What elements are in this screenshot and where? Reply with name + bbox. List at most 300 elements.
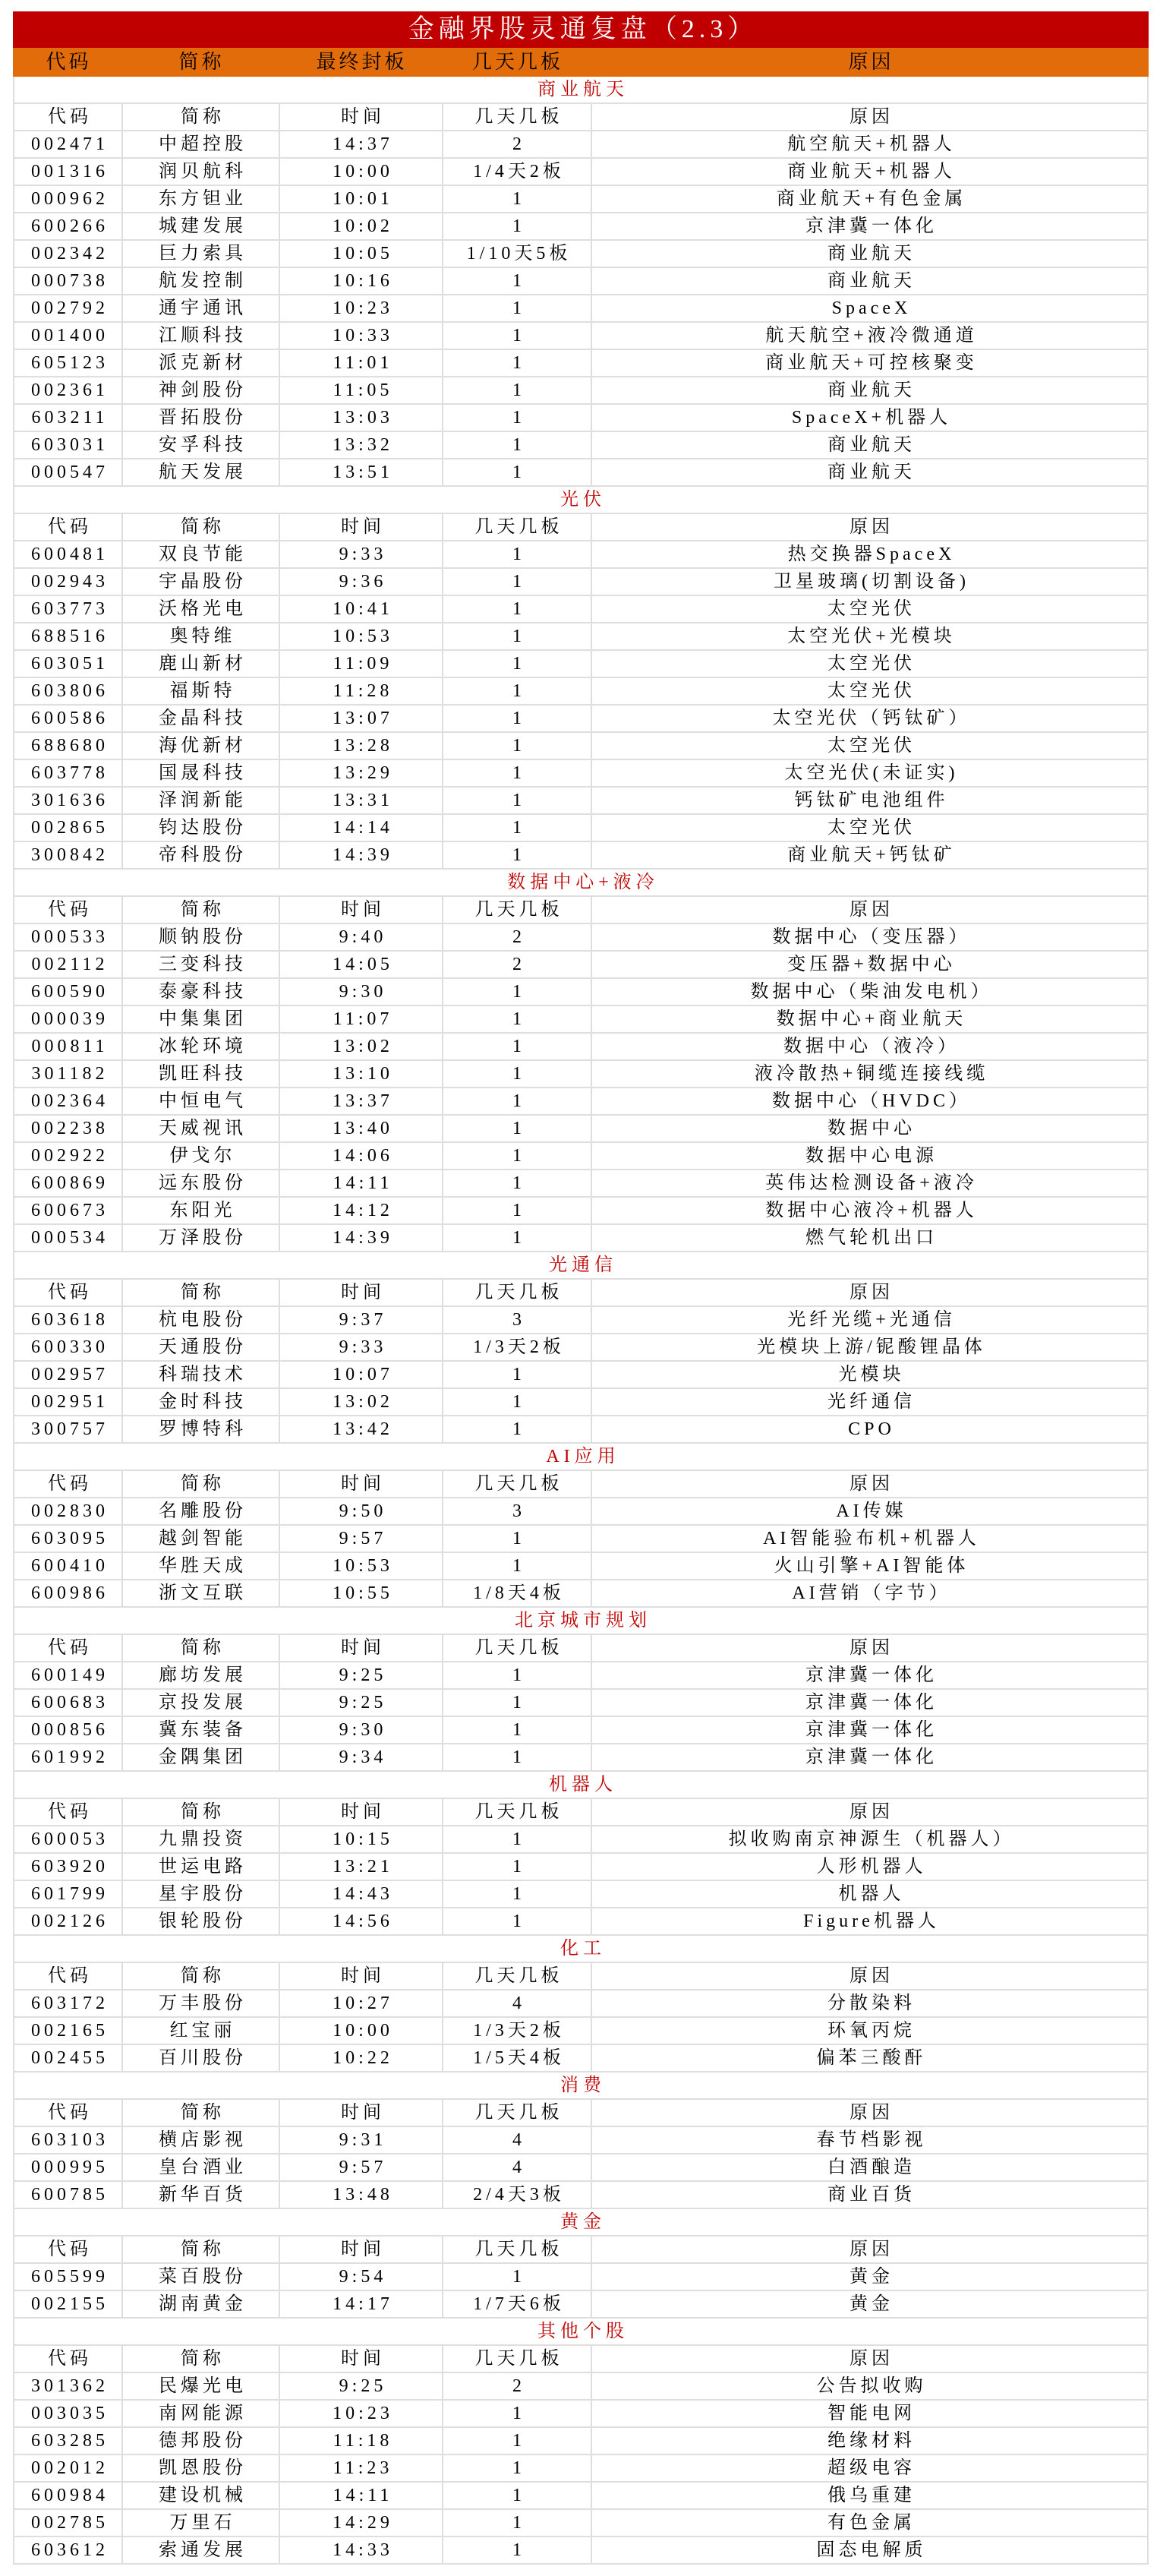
- board-count: 1: [442, 706, 591, 731]
- limit-up-time: 10:27: [279, 1990, 442, 2016]
- stock-name: 星宇股份: [121, 1881, 279, 1907]
- col-header-name: 简称: [121, 1799, 279, 1825]
- stock-name: 双良节能: [121, 541, 279, 567]
- table-row: [13, 1854, 1149, 1881]
- reason: 航天航空+液冷微通道: [591, 323, 1147, 349]
- limit-up-time: 13:10: [279, 1061, 442, 1087]
- table-row: [13, 2428, 1149, 2455]
- stock-name: 城建发展: [121, 213, 279, 239]
- table-row: [13, 2182, 1149, 2209]
- table-row: [13, 459, 1149, 487]
- stock-code: 002012: [31, 2458, 109, 2478]
- reason: 数据中心电源: [591, 1143, 1147, 1169]
- col-header-reason: 原因: [591, 104, 1147, 130]
- board-count: 1: [442, 979, 591, 1005]
- table-row: [13, 1881, 1149, 1908]
- stock-name: 顺钠股份: [121, 924, 279, 950]
- table-row: [13, 350, 1149, 377]
- limit-up-time: 13:31: [279, 788, 442, 813]
- col-header-boards: 几天几板: [442, 514, 591, 540]
- limit-up-time: 14:33: [279, 2537, 442, 2563]
- col-header-code: 代码: [48, 517, 92, 537]
- stock-name: 泰豪科技: [121, 979, 279, 1005]
- stock-code: 603103: [31, 2130, 109, 2150]
- limit-up-time: 10:55: [279, 1580, 442, 1606]
- table-row: [13, 2537, 1149, 2565]
- stock-name: 派克新材: [121, 350, 279, 376]
- board-count: 1: [442, 651, 591, 677]
- reason: 数据中心液冷+机器人: [591, 1198, 1147, 1223]
- table-row: [13, 2291, 1149, 2319]
- col-header-reason: 原因: [591, 1963, 1147, 1989]
- stock-name: 东方钽业: [121, 186, 279, 212]
- table-row: [13, 1362, 1149, 1389]
- table-row: [13, 323, 1149, 350]
- stock-code: 300842: [31, 845, 109, 865]
- reason: 公告拟收购: [591, 2373, 1147, 2399]
- stock-code: 002830: [31, 1501, 109, 1521]
- col-header-boards: 几天几板: [442, 1280, 591, 1305]
- stock-name: 帝科股份: [121, 842, 279, 868]
- board-count: 1: [442, 1061, 591, 1087]
- board-count: 1: [442, 186, 591, 212]
- col-header-name: 简称: [121, 2346, 279, 2372]
- board-count: 1: [442, 569, 591, 595]
- section-title-row: [13, 77, 1149, 104]
- limit-up-time: 13:21: [279, 1854, 442, 1880]
- board-count: 1: [442, 2428, 591, 2454]
- limit-up-time: 11:18: [279, 2428, 442, 2454]
- table-row: [13, 131, 1149, 159]
- stock-code: 002865: [31, 818, 109, 838]
- section-title-row: [13, 487, 1149, 514]
- limit-up-time: 10:02: [279, 213, 442, 239]
- stock-code: 002165: [31, 2021, 109, 2041]
- board-count: 1/4天2板: [442, 159, 591, 185]
- limit-up-time: 13:02: [279, 1034, 442, 1059]
- board-count: 2: [442, 131, 591, 157]
- stock-name: 金隅集团: [121, 1744, 279, 1770]
- limit-up-time: 13:51: [279, 459, 442, 485]
- limit-up-time: 14:11: [279, 1170, 442, 1196]
- limit-up-time: 14:12: [279, 1198, 442, 1223]
- limit-up-time: 13:37: [279, 1088, 442, 1114]
- reason: 数据中心（HVDC）: [591, 1088, 1147, 1114]
- stock-code: 603773: [31, 599, 109, 619]
- col-header-reason: 原因: [591, 897, 1147, 923]
- limit-up-time: 14:39: [279, 842, 442, 868]
- reason: 分散染料: [591, 1990, 1147, 2016]
- table-row: [13, 405, 1149, 432]
- stock-name: 晋拓股份: [121, 405, 279, 431]
- board-count: 2: [442, 924, 591, 950]
- limit-up-time: 10:53: [279, 623, 442, 649]
- stock-name: 中集集团: [121, 1006, 279, 1032]
- limit-up-time: 10:23: [279, 295, 442, 321]
- limit-up-time: 9:54: [279, 2264, 442, 2290]
- reason: 钙钛矿电池组件: [591, 788, 1147, 813]
- stock-code: 605599: [31, 2267, 109, 2287]
- reason: 商业航天: [591, 241, 1147, 267]
- board-count: 1: [442, 405, 591, 431]
- limit-up-time: 9:25: [279, 1690, 442, 1716]
- reason: 绝缘材料: [591, 2428, 1147, 2454]
- reason: 商业百货: [591, 2182, 1147, 2208]
- reason: 商业航天+可控核聚变: [591, 350, 1147, 376]
- board-count: 1: [442, 2483, 591, 2508]
- stock-code: 603806: [31, 681, 109, 701]
- col-header-name: 简称: [121, 1963, 279, 1989]
- reason: 京津冀一体化: [591, 213, 1147, 239]
- stock-code: 600266: [31, 216, 109, 236]
- stock-name: 廊坊发展: [121, 1662, 279, 1688]
- col-header-code: 代码: [48, 1638, 92, 1658]
- section-title: 光伏: [560, 490, 606, 510]
- table-row: [13, 952, 1149, 979]
- reason: SpaceX+机器人: [591, 405, 1147, 431]
- table-row: [13, 432, 1149, 459]
- limit-up-time: 11:05: [279, 377, 442, 403]
- board-count: 1/5天4板: [442, 2045, 591, 2071]
- col-header-time: 时间: [279, 1635, 442, 1661]
- col-header-boards: 几天几板: [442, 1963, 591, 1989]
- board-count: 1: [442, 268, 591, 294]
- table-row: [13, 760, 1149, 788]
- limit-up-time: 10:15: [279, 1826, 442, 1852]
- stock-code: 003035: [31, 2404, 109, 2423]
- board-count: 1/10天5板: [442, 241, 591, 267]
- main-header-final-seal: 最终封板: [316, 51, 408, 73]
- table-row: [13, 1006, 1149, 1034]
- stock-code: 000962: [31, 189, 109, 209]
- section-title: 化工: [560, 1939, 606, 1959]
- stock-code: 301636: [31, 791, 109, 810]
- reason: 太空光伏(未证实): [591, 760, 1147, 786]
- reason: 变压器+数据中心: [591, 952, 1147, 977]
- reason: 黄金: [591, 2291, 1147, 2317]
- board-count: 1: [442, 459, 591, 485]
- reason: Figure机器人: [591, 1908, 1147, 1934]
- main-header-code: 代码: [46, 51, 92, 73]
- table-row: [13, 295, 1149, 323]
- reason: 光模块上游/铌酸锂晶体: [591, 1334, 1147, 1360]
- stock-name: 航发控制: [121, 268, 279, 294]
- reason: 环氧丙烷: [591, 2018, 1147, 2044]
- section-title: 北京城市规划: [515, 1611, 651, 1631]
- limit-up-time: 11:01: [279, 350, 442, 376]
- stock-code: 603612: [31, 2540, 109, 2560]
- limit-up-time: 14:43: [279, 1881, 442, 1907]
- board-count: 1: [442, 1662, 591, 1688]
- stock-name: 万丰股份: [121, 1990, 279, 2016]
- reason: 太空光伏: [591, 733, 1147, 759]
- limit-up-time: 11:28: [279, 678, 442, 704]
- stock-name: 冰轮环境: [121, 1034, 279, 1059]
- table-row: [13, 2018, 1149, 2045]
- reason: 卫星玻璃(切割设备): [591, 569, 1147, 595]
- section-title-row: [13, 1936, 1149, 1963]
- board-count: 1: [442, 2510, 591, 2536]
- stock-name: 江顺科技: [121, 323, 279, 349]
- stock-code: 603172: [31, 1994, 109, 2013]
- section-title: 数据中心+液冷: [507, 873, 659, 892]
- limit-up-time: 10:41: [279, 596, 442, 622]
- reason: 京津冀一体化: [591, 1690, 1147, 1716]
- table-row: [13, 1307, 1149, 1334]
- limit-up-time: 14:06: [279, 1143, 442, 1169]
- stock-name: 浙文互联: [121, 1580, 279, 1606]
- col-header-boards: 几天几板: [442, 2237, 591, 2262]
- limit-up-time: 10:00: [279, 159, 442, 185]
- stock-code: 300757: [31, 1419, 109, 1439]
- stock-name: 巨力索具: [121, 241, 279, 267]
- board-count: 1: [442, 1526, 591, 1552]
- limit-up-time: 14:11: [279, 2483, 442, 2508]
- reason: 固态电解质: [591, 2537, 1147, 2563]
- table-row: [13, 186, 1149, 213]
- stock-code: 000039: [31, 1009, 109, 1029]
- col-header-reason: 原因: [591, 2100, 1147, 2126]
- reason: 火山引擎+AI智能体: [591, 1553, 1147, 1579]
- reason: 航空航天+机器人: [591, 131, 1147, 157]
- limit-up-time: 14:39: [279, 1225, 442, 1251]
- column-header-row: [13, 897, 1149, 924]
- board-count: 1: [442, 2455, 591, 2481]
- table-row: [13, 377, 1149, 405]
- stock-name: 天威视讯: [121, 1116, 279, 1141]
- limit-up-time: 9:33: [279, 541, 442, 567]
- table-row: [13, 2510, 1149, 2537]
- board-count: 1: [442, 1116, 591, 1141]
- col-header-code: 代码: [48, 1283, 92, 1302]
- table-row: [13, 1580, 1149, 1608]
- column-header-row: [13, 2100, 1149, 2127]
- table-row: [13, 1389, 1149, 1416]
- col-header-boards: 几天几板: [442, 1799, 591, 1825]
- stock-name: 远东股份: [121, 1170, 279, 1196]
- col-header-name: 简称: [121, 1471, 279, 1497]
- section-title: AI应用: [546, 1447, 620, 1466]
- stock-code: 002957: [31, 1365, 109, 1384]
- column-header-row: [13, 1963, 1149, 1990]
- board-count: 1: [442, 295, 591, 321]
- board-count: 1: [442, 1744, 591, 1770]
- board-count: 2: [442, 2373, 591, 2399]
- board-count: 4: [442, 2127, 591, 2153]
- reason: 光纤光缆+光通信: [591, 1307, 1147, 1333]
- limit-up-time: 14:37: [279, 131, 442, 157]
- column-header-row: [13, 104, 1149, 131]
- reason: AI传媒: [591, 1498, 1147, 1524]
- stock-code: 002342: [31, 244, 109, 264]
- stock-code: 002455: [31, 2048, 109, 2068]
- limit-up-time: 13:07: [279, 706, 442, 731]
- limit-up-time: 9:36: [279, 569, 442, 595]
- reason: 英伟达检测设备+液冷: [591, 1170, 1147, 1196]
- reason: 光纤通信: [591, 1389, 1147, 1415]
- limit-up-time: 10:00: [279, 2018, 442, 2044]
- col-header-code: 代码: [48, 1474, 92, 1494]
- stock-name: 润贝航科: [121, 159, 279, 185]
- table-row: [13, 2483, 1149, 2510]
- table-row: [13, 2455, 1149, 2483]
- reason: 偏苯三酸酐: [591, 2045, 1147, 2071]
- reason: 商业航天+有色金属: [591, 186, 1147, 212]
- col-header-reason: 原因: [591, 2346, 1147, 2372]
- reason: 机器人: [591, 1881, 1147, 1907]
- stock-code: 603051: [31, 654, 109, 674]
- col-header-boards: 几天几板: [442, 2100, 591, 2126]
- col-header-reason: 原因: [591, 1280, 1147, 1305]
- stock-code: 603031: [31, 435, 109, 455]
- stock-code: 600785: [31, 2185, 109, 2205]
- reason: 春节档影视: [591, 2127, 1147, 2153]
- col-header-name: 简称: [121, 2237, 279, 2262]
- reason: 超级电容: [591, 2455, 1147, 2481]
- table-row: [13, 1908, 1149, 1936]
- board-count: 1: [442, 1143, 591, 1169]
- board-count: 1: [442, 323, 591, 349]
- stock-name: 新华百货: [121, 2182, 279, 2208]
- table-row: [13, 1034, 1149, 1061]
- col-header-reason: 原因: [591, 2237, 1147, 2262]
- reason: 数据中心+商业航天: [591, 1006, 1147, 1032]
- limit-up-time: 14:29: [279, 2510, 442, 2536]
- stock-name: 横店影视: [121, 2127, 279, 2153]
- board-count: 1/3天2板: [442, 2018, 591, 2044]
- stock-code: 002155: [31, 2294, 109, 2314]
- section-title-row: [13, 2209, 1149, 2237]
- col-header-time: 时间: [279, 2237, 442, 2262]
- column-header-row: [13, 1280, 1149, 1307]
- stock-code: 000995: [31, 2158, 109, 2177]
- stock-code: 000533: [31, 927, 109, 947]
- stock-name: 京投发展: [121, 1690, 279, 1716]
- board-count: 1: [442, 596, 591, 622]
- col-header-boards: 几天几板: [442, 104, 591, 130]
- reason: 数据中心（柴油发电机）: [591, 979, 1147, 1005]
- stock-name: 南网能源: [121, 2401, 279, 2426]
- limit-up-time: 13:03: [279, 405, 442, 431]
- stock-code: 002785: [31, 2513, 109, 2533]
- limit-up-time: 11:23: [279, 2455, 442, 2481]
- stock-code: 002126: [31, 1911, 109, 1931]
- reason: 商业航天+钙钛矿: [591, 842, 1147, 868]
- stock-name: 科瑞技术: [121, 1362, 279, 1387]
- stock-code: 605123: [31, 353, 109, 373]
- board-count: 1: [442, 1717, 591, 1743]
- board-count: 1: [442, 1170, 591, 1196]
- reason: 热交换器SpaceX: [591, 541, 1147, 567]
- table-row: [13, 1416, 1149, 1444]
- reason: 数据中心: [591, 1116, 1147, 1141]
- limit-up-time: 10:53: [279, 1553, 442, 1579]
- column-header-row: [13, 1635, 1149, 1662]
- limit-up-time: 13:40: [279, 1116, 442, 1141]
- reason: 商业航天: [591, 268, 1147, 294]
- table-row: [13, 2127, 1149, 2155]
- stock-name: 神剑股份: [121, 377, 279, 403]
- limit-up-time: 9:30: [279, 979, 442, 1005]
- section-title-row: [13, 2072, 1149, 2100]
- board-count: 1: [442, 2401, 591, 2426]
- stock-code: 301362: [31, 2376, 109, 2396]
- stock-code: 600410: [31, 1556, 109, 1576]
- stock-name: 菜百股份: [121, 2264, 279, 2290]
- limit-up-time: 10:23: [279, 2401, 442, 2426]
- board-count: 1: [442, 760, 591, 786]
- col-header-boards: 几天几板: [442, 897, 591, 923]
- section-title: 其他个股: [537, 2322, 629, 2341]
- stock-code: 002471: [31, 134, 109, 154]
- column-header-row: [13, 1799, 1149, 1826]
- limit-up-time: 10:33: [279, 323, 442, 349]
- board-count: 1/3天2板: [442, 1334, 591, 1360]
- stock-name: 宇晶股份: [121, 569, 279, 595]
- col-header-code: 代码: [48, 1802, 92, 1822]
- stock-name: 索通发展: [121, 2537, 279, 2563]
- reason: 太空光伏: [591, 651, 1147, 677]
- table-row: [13, 1116, 1149, 1143]
- column-header-row: [13, 1471, 1149, 1498]
- board-count: 1: [442, 815, 591, 841]
- main-header-name: 简称: [178, 51, 225, 73]
- limit-up-time: 9:30: [279, 1717, 442, 1743]
- stock-code: 603618: [31, 1310, 109, 1330]
- col-header-time: 时间: [279, 2346, 442, 2372]
- stock-code: 301182: [31, 1064, 109, 1084]
- stock-name: 凯恩股份: [121, 2455, 279, 2481]
- col-header-name: 简称: [121, 1635, 279, 1661]
- reason: 有色金属: [591, 2510, 1147, 2536]
- board-count: 1: [442, 1225, 591, 1251]
- table-row: [13, 1061, 1149, 1088]
- reason: 京津冀一体化: [591, 1717, 1147, 1743]
- limit-up-time: 9:33: [279, 1334, 442, 1360]
- stock-code: 600481: [31, 545, 109, 564]
- reason: 商业航天+机器人: [591, 159, 1147, 185]
- stock-name: 百川股份: [121, 2045, 279, 2071]
- table-row: [13, 541, 1149, 569]
- board-count: 2: [442, 952, 591, 977]
- reason: 商业航天: [591, 377, 1147, 403]
- stock-code: 000738: [31, 271, 109, 291]
- limit-up-time: 13:48: [279, 2182, 442, 2208]
- limit-up-time: 13:42: [279, 1416, 442, 1442]
- board-count: 1: [442, 2264, 591, 2290]
- stock-code: 002361: [31, 380, 109, 400]
- stock-code: 002238: [31, 1119, 109, 1138]
- main-header-reason: 原因: [848, 51, 894, 73]
- limit-up-time: 14:05: [279, 952, 442, 977]
- col-header-time: 时间: [279, 2100, 442, 2126]
- table-row: [13, 2264, 1149, 2291]
- limit-up-time: 9:34: [279, 1744, 442, 1770]
- board-count: 1: [442, 541, 591, 567]
- reason: 液冷散热+铜缆连接线缆: [591, 1061, 1147, 1087]
- col-header-time: 时间: [279, 514, 442, 540]
- limit-up-time: 14:14: [279, 815, 442, 841]
- table-row: [13, 241, 1149, 268]
- stock-code: 600586: [31, 709, 109, 728]
- reason: 黄金: [591, 2264, 1147, 2290]
- table-row: [13, 2155, 1149, 2182]
- limit-up-time: 14:17: [279, 2291, 442, 2317]
- board-count: 1: [442, 1553, 591, 1579]
- limit-up-time: 11:09: [279, 651, 442, 677]
- reason: AI营销（字节）: [591, 1580, 1147, 1606]
- stock-code: 600986: [31, 1583, 109, 1603]
